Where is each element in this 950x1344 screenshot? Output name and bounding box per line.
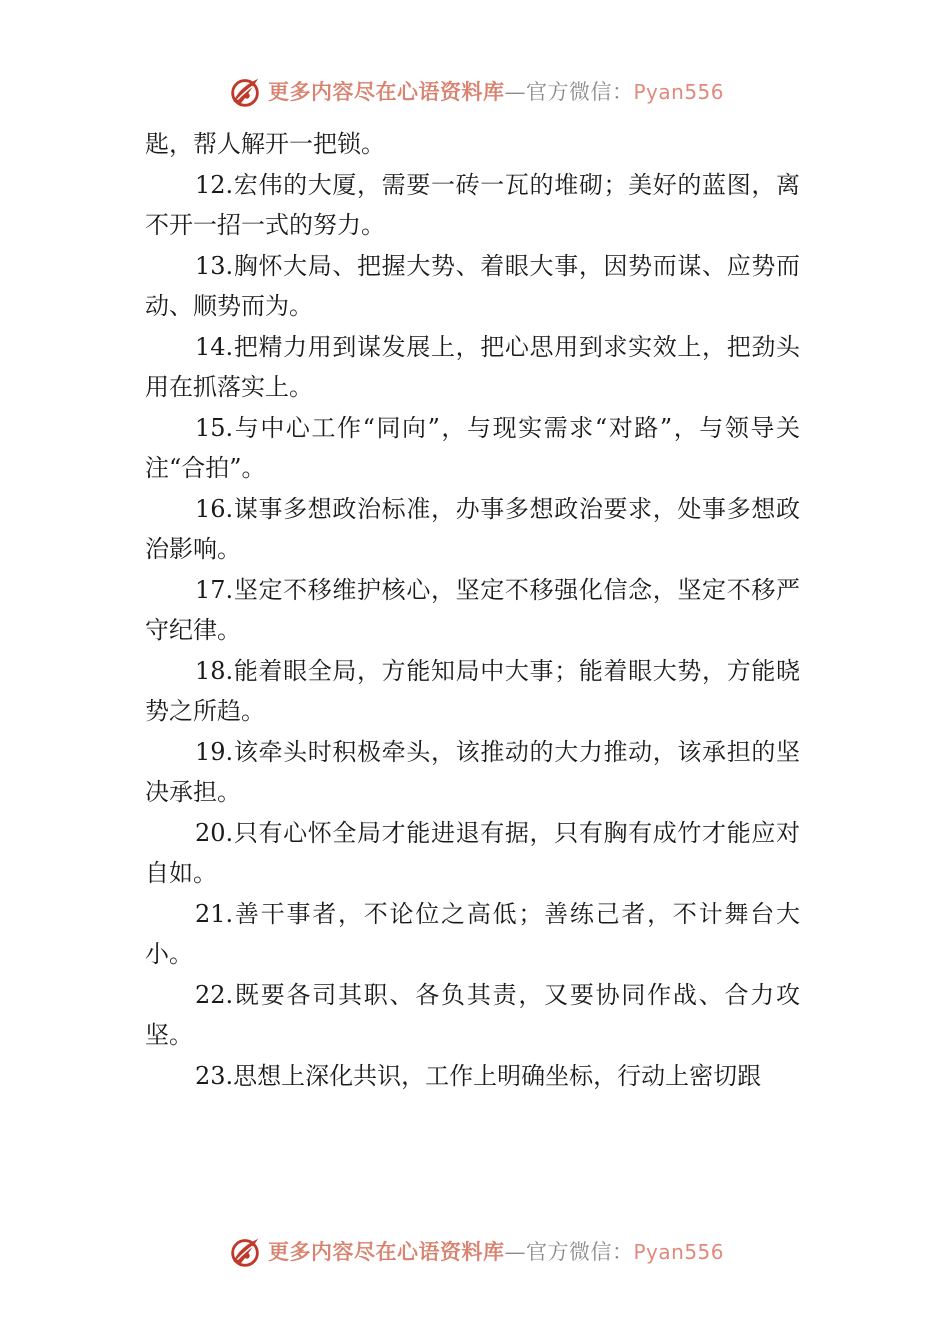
list-item: 19.该牵头时积极牵头，该推动的大力推动，该承担的坚决承担。	[145, 737, 800, 806]
list-item: 13.胸怀大局、把握大势、着眼大事，因势而谋、应势而动、顺势而为。	[145, 251, 800, 320]
footer-banner	[0, 1230, 950, 1274]
banner-wechat-id: Pyan556	[633, 80, 724, 104]
list-item: 12.宏伟的大厦，需要一砖一瓦的堆砌；美好的蓝图，离不开一招一式的努力。	[145, 170, 800, 239]
list-item: 16.谋事多想政治标准，办事多想政治要求，处事多想政治影响。	[145, 494, 800, 563]
flame-swirl-logo-icon	[226, 1233, 264, 1271]
banner-separator-text: —官方微信：	[504, 1240, 634, 1264]
list-item: 21.善干事者，不论位之高低；善练己者，不计舞台大小。	[145, 899, 800, 968]
list-item: 23.思想上深化共识，工作上明确坐标，行动上密切跟	[195, 1061, 762, 1090]
list-item: 15.与中心工作“同向”，与现实需求“对路”，与领导关注“合拍”。	[145, 413, 800, 482]
list-item: 14.把精力用到谋发展上，把心思用到求实效上，把劲头用在抓落实上。	[145, 332, 800, 401]
banner-wechat-id: Pyan556	[633, 1240, 724, 1264]
list-item: 18.能着眼全局，方能知局中大事；能着眼大势，方能晓势之所趋。	[145, 656, 800, 725]
banner-main-text: 更多内容尽在心语资料库	[267, 1239, 505, 1264]
banner-separator-text: —官方微信：	[504, 80, 634, 104]
list-item: 20.只有心怀全局才能进退有据，只有胸有成竹才能应对自如。	[145, 818, 800, 887]
list-item: 17.坚定不移维护核心，坚定不移强化信念，坚定不移严守纪律。	[145, 575, 800, 644]
list-item: 22.既要各司其职、各负其责，又要协同作战、合力攻坚。	[145, 980, 800, 1049]
document-body	[145, 124, 800, 1096]
header-banner	[0, 70, 950, 114]
flame-swirl-logo-icon	[226, 73, 264, 111]
continuation-paragraph: 匙，帮人解开一把锁。	[145, 130, 385, 158]
banner-main-text: 更多内容尽在心语资料库	[267, 79, 505, 104]
